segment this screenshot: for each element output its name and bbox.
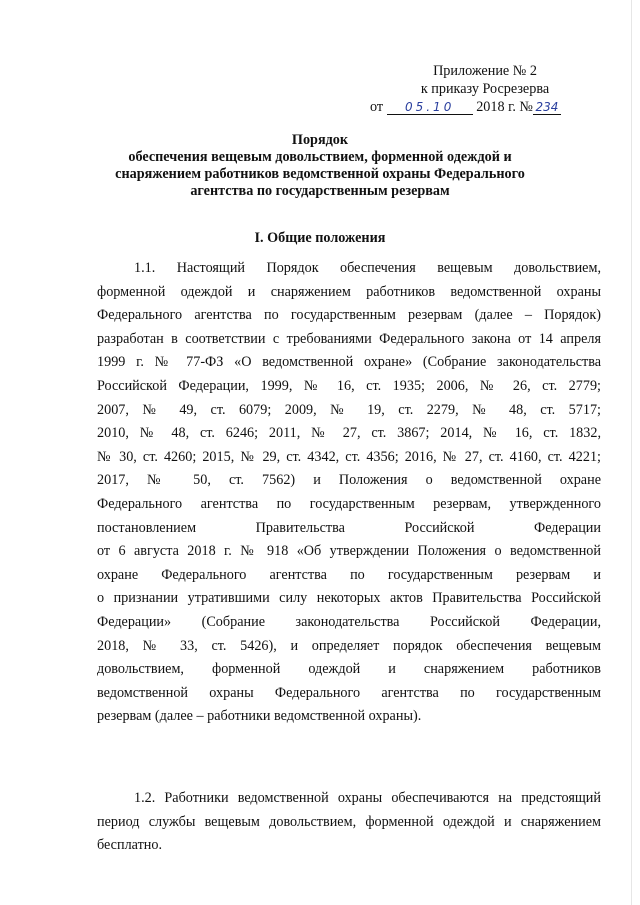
paragraph-line: бесплатно. xyxy=(97,837,163,854)
document-title xyxy=(100,132,540,200)
paragraph-line: 1.2. Работники ведомственной охраны обеспечиваются на предстоящий xyxy=(134,790,601,806)
paragraph-line: 1999 г. № 77-ФЗ «О ведомственной охране» (Собрание законодательства xyxy=(97,354,601,371)
paragraph-line: о признании утратившими силу некоторых актов Правительства Российской xyxy=(97,590,601,607)
paragraph-line: разработан в соответствии с требованиями Федерального закона от 14 апреля xyxy=(97,330,601,347)
paragraph-line: 2017, № 50, ст. 7562) и Положения о ведомственной охране xyxy=(97,472,601,489)
scan-edge-line xyxy=(631,0,632,905)
handwritten-number: 234 xyxy=(533,100,561,115)
annex-title: Приложение № 2 xyxy=(433,63,537,79)
paragraph-line: охране Федерального агентства по государственным резервам и xyxy=(97,566,601,583)
paragraph-1-2 xyxy=(97,787,601,858)
annex-date-number xyxy=(370,98,600,116)
paragraph-line: довольствием, форменной одеждой и снаряжением работников xyxy=(97,661,601,678)
paragraph-line: Федерального агентства по государственным резервам, утвержденного xyxy=(97,495,601,512)
paragraph-line: № 30, ст. 4260; 2015, № 29, ст. 4342, ст. 4356; 2016, № 27, ст. 4160, ст. 4221; xyxy=(97,448,601,465)
annex-order-ref: к приказу Росрезерва xyxy=(420,81,550,97)
title-line-4: агентства по государственным резервам xyxy=(190,183,450,199)
paragraph-line: 2010, № 48, ст. 6246; 2011, № 27, ст. 3867; 2014, № 16, ст. 1832, xyxy=(97,425,601,442)
paragraph-line: Федерального агентства по государственным резервам (далее – Порядок) xyxy=(97,307,601,324)
paragraph-1-1 xyxy=(97,257,601,729)
paragraph-line: Федерации» (Собрание законодательства Российской Федерации, xyxy=(97,613,601,630)
annex-year-number-label: 2018 г. № xyxy=(476,99,533,115)
paragraph-line: постановлением Правительства Российской Федерации xyxy=(97,519,601,536)
annex-from-prefix: от xyxy=(370,99,384,115)
handwritten-date: 05.10 xyxy=(387,100,473,115)
section-heading: I. Общие положения xyxy=(254,230,386,246)
paragraph-line: резервам (далее – работники ведомственной охраны). xyxy=(97,708,422,725)
paragraph-line: период службы вещевым довольствием, форменной одеждой и снаряжением xyxy=(97,813,601,830)
paragraph-line: от 6 августа 2018 г. № 918 «Об утверждении Положения о ведомственной xyxy=(97,543,601,560)
paragraph-line: 1.1. Настоящий Порядок обеспечения вещевым довольствием, xyxy=(134,260,601,276)
paragraph-line: Российской Федерации, 1999, № 16, ст. 1935; 2006, № 26, ст. 2779; xyxy=(97,377,601,394)
title-line-2: обеспечения вещевым довольствием, форменной одеждой и xyxy=(128,149,512,165)
annex-block xyxy=(370,62,600,116)
title-line-3: снаряжением работников ведомственной охраны Федерального xyxy=(115,166,525,182)
paragraph-line: форменной одеждой и снаряжением работников ведомственной охраны xyxy=(97,283,601,300)
title-line-1: Порядок xyxy=(291,132,349,148)
paragraph-line: 2007, № 49, ст. 6079; 2009, № 19, ст. 2279, № 48, ст. 5717; xyxy=(97,401,601,418)
paragraph-line: 2018, № 33, ст. 5426), и определяет порядок обеспечения вещевым xyxy=(97,637,601,654)
paragraph-line: ведомственной охраны Федерального агентства по государственным xyxy=(97,684,601,701)
